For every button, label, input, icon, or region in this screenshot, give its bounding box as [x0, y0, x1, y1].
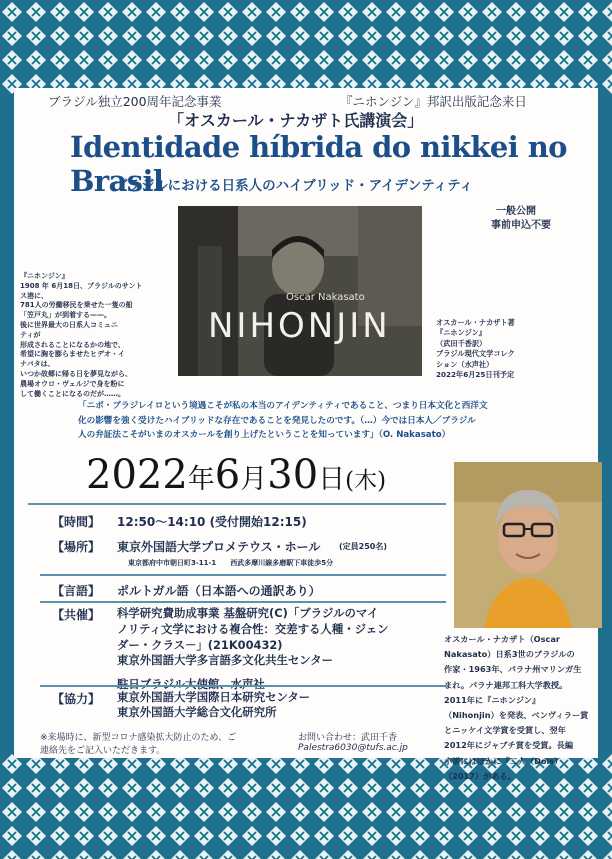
book-title: NIHONJIN: [208, 306, 391, 346]
synopsis: [20, 272, 180, 399]
place-label: 【場所】: [52, 540, 101, 554]
lecture-title: 「オスカール・ナカザト氏講演会」: [168, 111, 424, 130]
synopsis-line: いつか故郷に帰る日を夢見ながら、: [20, 369, 132, 378]
book-info-line: （武田千香訳）: [436, 338, 487, 348]
date-weekday: (木): [345, 468, 387, 494]
contact-email[interactable]: Palestra6030@tufs.ac.jp: [298, 743, 408, 753]
contact-label: お問い合わせ：武田千香: [298, 733, 398, 743]
date-year-kanji: 年: [187, 464, 215, 495]
cooperation-label: 【協力】: [52, 692, 101, 706]
book-author: Oscar Nakasato: [286, 292, 365, 303]
synopsis-line: 781人の労働移民を乗せた一隻の船: [20, 301, 133, 310]
event-left-label: ブラジル独立200周年記念事業: [48, 94, 222, 109]
details-divider-1: [40, 574, 446, 576]
synopsis-line: 後に世界最大の日系人コミュニ: [20, 320, 118, 329]
synopsis-line: 農場オウロ・ヴェルジで身を粉に: [20, 379, 125, 388]
organizer-line: 東京外国語大学多言語多文化共生センター: [117, 653, 333, 668]
date-day-kanji: 日: [318, 464, 346, 495]
date-month-kanji: 月: [240, 464, 268, 495]
bio-line: オスカール・ナカザト（Oscar: [444, 634, 560, 644]
cooperation-line: 東京外国語大学国際日本研究センター: [117, 690, 311, 704]
synopsis-line: 『ニホンジン』: [20, 272, 69, 280]
language-value: ポルトガル語（日本語への通訳あり）: [117, 584, 321, 598]
bio-line: 2011年に『ニホンジン』: [444, 694, 541, 705]
language-label: 【言語】: [52, 584, 101, 598]
synopsis-line: ス港に、: [20, 291, 48, 300]
event-date: [86, 452, 386, 498]
book-info: [436, 318, 596, 380]
bio-line: （2017）がある。: [444, 770, 516, 781]
admission-line-1: 一般公開: [496, 206, 536, 217]
synopsis-line: ティが: [20, 330, 41, 339]
bio-line: 作家・1963年、パラナ州マリンガ生: [444, 664, 582, 675]
synopsis-line: 「笠戸丸」が到着する——。: [20, 311, 111, 320]
subtitle: ブラジルにおける日系人のハイブリッド・アイデンティティ: [114, 178, 474, 194]
time-label: 【時間】: [52, 515, 101, 529]
place-capacity: (定員250名): [339, 542, 388, 551]
date-day: 30: [267, 452, 319, 498]
synopsis-line: ナバタは、: [20, 360, 55, 369]
synopsis-line: 希望に胸を膨らませたヒデオ・イ: [20, 350, 125, 359]
synopsis-line: 1908 年 6月18日、ブラジルのサント: [20, 281, 143, 290]
book-info-line: 『ニホンジン』: [436, 328, 486, 338]
notice-line-2: 連絡先をご記入いただきます。: [40, 746, 166, 756]
bio-line: 小説にはほかに『二人（Dois）: [444, 755, 563, 766]
admission-line-2: 事前申込不要: [491, 220, 551, 231]
organizer-line: ダー・クラス－」(21K00432): [117, 637, 283, 652]
synopsis-line: 形成されることになるかの地で、: [20, 340, 125, 349]
notice-line-1: ※来場時に、新型コロナ感染拡大防止のため、ご: [40, 733, 237, 743]
place-value: 東京外国語大学プロメテウス・ホール: [117, 540, 321, 554]
organizer-line: ノリティ文学における複合性：交差する人種・ジェン: [117, 621, 389, 636]
quote: [78, 399, 598, 443]
place-address: 東京都府中市朝日町3-11-1 西武多摩川線多磨駅下車徒歩5分: [128, 559, 334, 567]
bio-line: （Nihonjin）を発表、ベンヴィラー賞: [444, 710, 589, 721]
book-info-line: オスカール・ナカザト著: [436, 318, 515, 327]
event-right-label: 『ニホンジン』邦訳出版記念来日: [340, 94, 527, 109]
bio-line: とニッケイ文学賞を受賞し、翌年: [444, 725, 566, 736]
details-divider-2: [40, 601, 446, 603]
organizer-line: 科学研究費助成事業 基盤研究(C)「ブラジルのマイ: [117, 606, 379, 620]
details-divider-3: [40, 685, 446, 687]
book-info-line: 2022年6月25日刊予定: [436, 370, 515, 380]
main-title: Identidade híbrida do nikkei no Brasil: [70, 130, 567, 198]
time-value: 12:50～14:10 (受付開始12:15): [117, 515, 307, 529]
organizer: [117, 606, 447, 693]
quote-line: 人の弁証法こそがいまのオスカールを創り上げたということを知っています」（O. Nakasato）: [78, 430, 451, 440]
book-info-line: ション（水声社）: [436, 359, 494, 369]
quote-line: 化の影響を強く受けたハイブリッドな存在であることを発見したのです。（…）今では日本人／ブラジル: [78, 415, 476, 426]
top-pattern-band: [0, 0, 612, 98]
synopsis-line: して働くことになるのだが……。: [20, 389, 125, 398]
author-photo: [454, 462, 602, 628]
date-divider: [28, 503, 446, 505]
date-year: 2022: [86, 452, 188, 498]
bio-line: 2012年にジャブチ賞を受賞。長編: [444, 740, 574, 751]
quote-line: 「ニポ・ブラジレイロという境遇こそが私の本当のアイデンティティであること、つまり日本文化と西洋文: [78, 401, 488, 411]
cooperation-line: 東京外国語大学総合文化研究所: [117, 705, 277, 719]
book-cover-image: [178, 206, 422, 376]
bio-line: まれ。パラナ連邦工科大学教授。: [444, 679, 568, 690]
cooperation: [117, 690, 447, 720]
organizer-label: 【共催】: [52, 608, 101, 622]
date-month: 6: [214, 452, 241, 498]
bio-line: Nakasato）日系3世のブラジルの: [444, 649, 575, 660]
author-bio: [444, 632, 598, 784]
book-info-line: ブラジル現代文学コレク: [436, 349, 515, 359]
